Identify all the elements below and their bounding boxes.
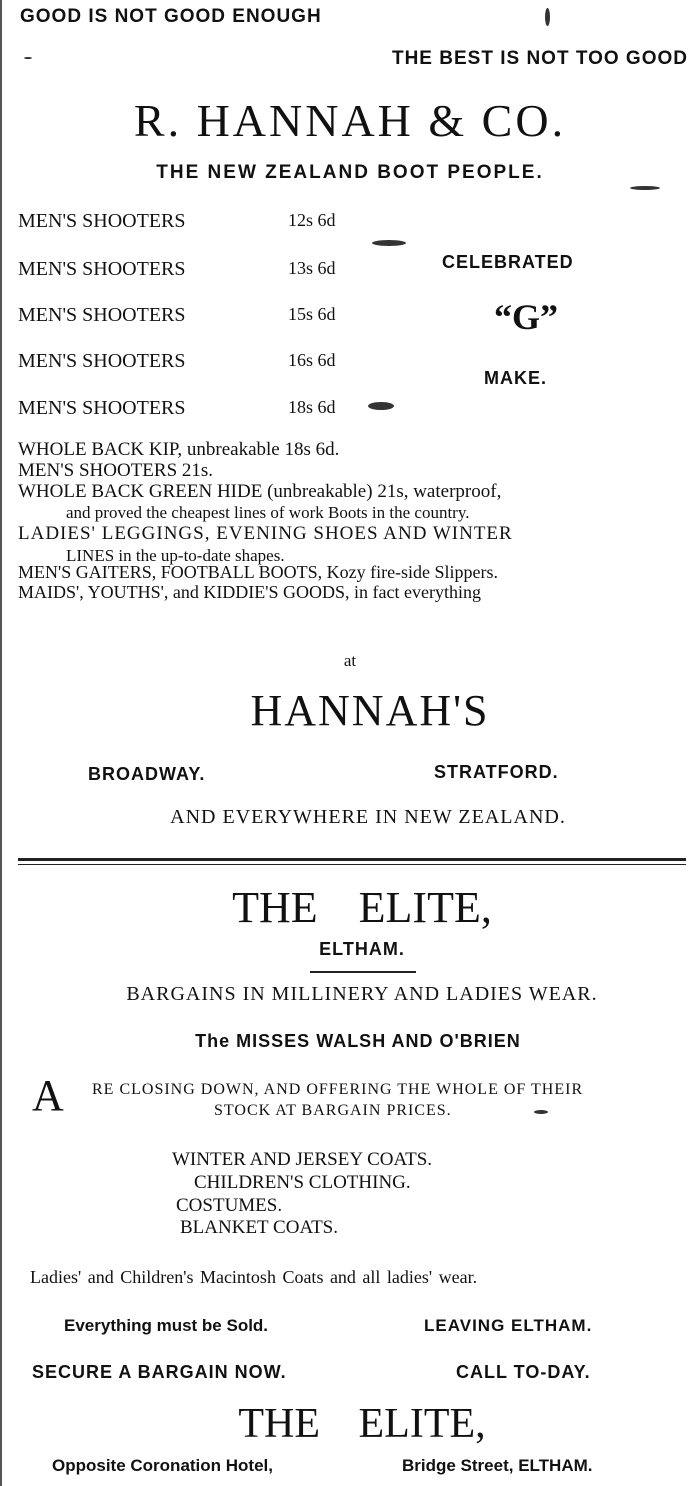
price-row-price: 12s 6d: [288, 210, 336, 230]
body-line: LINES in the up-to-date shapes.: [66, 546, 285, 565]
print-speck: [24, 57, 32, 59]
body-line: MAIDS', YOUTHS', and KIDDIE'S GOODS, in fact everything: [18, 582, 482, 602]
price-row-price: 13s 6d: [288, 258, 336, 278]
price-row-item: MEN'S SHOOTERS: [18, 304, 186, 326]
print-speck: [368, 402, 394, 410]
print-speck: [534, 1110, 548, 1114]
body-line: WHOLE BACK GREEN HIDE (unbreakable) 21s, waterproof,: [18, 481, 502, 502]
stock-item: BLANKET COATS.: [180, 1217, 338, 1238]
column-left-rule: [0, 0, 2, 1486]
proprietors-line: The MISSES WALSH AND O'BRIEN: [195, 1031, 521, 1051]
drop-cap: A: [32, 1071, 64, 1120]
closing-line-1: RE CLOSING DOWN, AND OFFERING THE WHOLE OF THEIR: [92, 1081, 584, 1098]
leaving-eltham: LEAVING ELTHAM.: [424, 1316, 593, 1335]
body-line: MEN'S SHOOTERS 21s.: [18, 460, 214, 481]
celebrated-label: CELEBRATED: [442, 252, 574, 272]
town-underline: [310, 971, 416, 973]
everywhere-line: AND EVERYWHERE IN NEW ZEALAND.: [170, 806, 566, 828]
everything-sold: Everything must be Sold.: [64, 1316, 269, 1335]
price-row-item: MEN'S SHOOTERS: [18, 258, 186, 280]
print-speck: [545, 8, 550, 26]
body-line: MEN'S GAITERS, FOOTBALL BOOTS, Kozy fire-side Slippers.: [18, 562, 499, 582]
tagline: THE NEW ZEALAND BOOT PEOPLE.: [156, 162, 544, 183]
secure-bargain: SECURE A BARGAIN NOW.: [32, 1362, 287, 1382]
price-row-item: MEN'S SHOOTERS: [18, 210, 186, 232]
price-row-item: MEN'S SHOOTERS: [18, 350, 186, 372]
g-make-mark: “G”: [494, 297, 559, 337]
price-row-price: 18s 6d: [288, 397, 336, 417]
stock-item: CHILDREN'S CLOTHING.: [194, 1172, 411, 1193]
slogan-right: THE BEST IS NOT TOO GOOD: [391, 48, 688, 69]
stock-item: COSTUMES.: [176, 1195, 283, 1216]
elite-town: ELTHAM.: [319, 939, 405, 959]
separator-rule-thick: [18, 858, 686, 861]
call-today: CALL TO-DAY.: [456, 1362, 591, 1382]
body-line: and proved the cheapest lines of work Boots in the country.: [66, 503, 470, 522]
price-row-price: 16s 6d: [288, 350, 336, 370]
price-row-item: MEN'S SHOOTERS: [18, 397, 186, 419]
location-stratford: STRATFORD.: [434, 762, 559, 782]
bargains-line: BARGAINS IN MILLINERY AND LADIES WEAR.: [126, 983, 598, 1005]
body-line: WHOLE BACK KIP, unbreakable 18s 6d.: [18, 439, 340, 460]
opposite-hotel: Opposite Coronation Hotel,: [52, 1456, 273, 1475]
print-speck: [630, 186, 660, 190]
at-word: at: [343, 651, 357, 670]
stock-item: WINTER AND JERSEY COATS.: [172, 1149, 433, 1170]
bridge-street: Bridge Street, ELTHAM.: [402, 1456, 593, 1475]
separator-rule-thin: [18, 864, 686, 865]
make-label: MAKE.: [484, 368, 547, 388]
body-line: LADIES' LEGGINGS, EVENING SHOES AND WINTER: [18, 523, 513, 544]
closing-line-2: STOCK AT BARGAIN PRICES.: [214, 1102, 452, 1119]
print-speck: [372, 240, 406, 246]
elite-title-repeat: THE ELITE,: [238, 1401, 486, 1447]
firm-name: R. HANNAH & CO.: [133, 95, 567, 146]
slogan-left: GOOD IS NOT GOOD ENOUGH: [20, 6, 322, 27]
elite-title: THE ELITE,: [232, 883, 492, 932]
macintosh-line: Ladies' and Children's Macintosh Coats and all ladies' wear.: [30, 1267, 478, 1287]
location-broadway: BROADWAY.: [88, 764, 206, 784]
price-row-price: 15s 6d: [288, 304, 336, 324]
store-name: HANNAH'S: [250, 686, 490, 735]
